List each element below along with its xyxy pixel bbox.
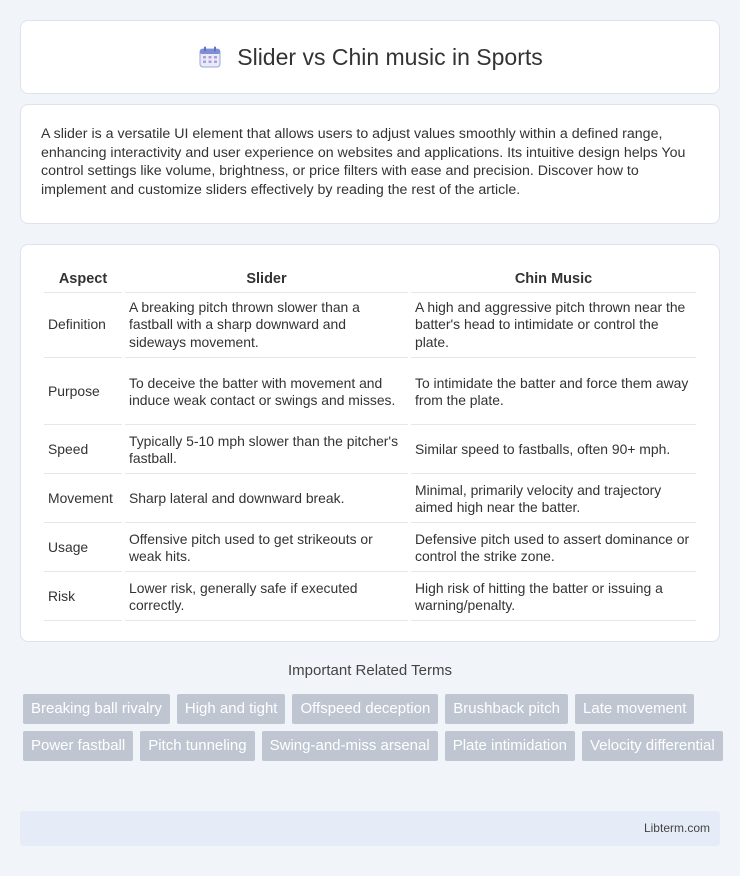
aspect-cell: Purpose	[44, 360, 122, 425]
chin-music-cell: High risk of hitting the batter or issuing a warning/penalty.	[411, 574, 696, 621]
comparison-table	[41, 265, 699, 623]
related-term-tag[interactable]: Power fastball	[23, 731, 133, 761]
chin-music-cell: Minimal, primarily velocity and trajectory aimed high near the batter.	[411, 476, 696, 523]
table-row	[44, 292, 696, 358]
slider-cell: Sharp lateral and downward break.	[125, 476, 408, 523]
aspect-cell: Usage	[44, 525, 122, 572]
slider-cell: Typically 5-10 mph slower than the pitcher's fastball.	[125, 427, 408, 474]
related-term-tag[interactable]: Velocity differential	[582, 731, 723, 761]
slider-cell: A breaking pitch thrown slower than a fastball with a sharp downward and sideways movement.	[125, 292, 408, 358]
related-term-tag[interactable]: Plate intimidation	[445, 731, 575, 761]
chin-music-cell: A high and aggressive pitch thrown near the batter's head to intimidate or control the plate.	[411, 292, 696, 358]
table-row	[44, 574, 696, 621]
footer	[20, 811, 720, 846]
related-term-tag[interactable]: Offspeed deception	[292, 694, 438, 724]
aspect-cell: Definition	[44, 292, 122, 358]
comparison-card	[20, 244, 720, 642]
aspect-cell: Speed	[44, 427, 122, 474]
chin-music-cell: Defensive pitch used to assert dominance or control the strike zone.	[411, 525, 696, 572]
aspect-cell: Movement	[44, 476, 122, 523]
table-header-row	[44, 267, 696, 290]
column-header-aspect: Aspect	[58, 271, 108, 287]
header-card	[20, 20, 720, 94]
table-row	[44, 525, 696, 572]
table-row	[44, 360, 696, 425]
slider-cell: To deceive the batter with movement and induce weak contact or swings and misses.	[125, 360, 408, 425]
chin-music-cell: Similar speed to fastballs, often 90+ mph.	[411, 427, 696, 474]
slider-cell: Offensive pitch used to get strikeouts or weak hits.	[125, 525, 408, 572]
intro-text: A slider is a versatile UI element that allows users to adjust values smoothly within a defined range, enhancing interactivity and user experience on websites and applications. Its intuitive design helps You control settings like volume, brightness, or price filters with ease and precision. Discover how to implement and customize sliders effectively by reading the rest of the article.	[41, 126, 686, 198]
column-header-chin-music: Chin Music	[514, 271, 593, 287]
related-term-tag[interactable]: Pitch tunneling	[140, 731, 254, 761]
related-term-tag[interactable]: Late movement	[575, 694, 694, 724]
table-row	[44, 476, 696, 523]
related-term-tag[interactable]: High and tight	[177, 694, 286, 724]
column-header-slider: Slider	[246, 271, 287, 287]
intro-card	[20, 104, 720, 224]
related-terms-title: Important Related Terms	[288, 662, 452, 679]
related-term-tag[interactable]: Breaking ball rivalry	[23, 694, 170, 724]
page-title: Slider vs Chin music in Sports	[237, 43, 543, 70]
related-terms-list	[23, 694, 723, 761]
aspect-cell: Risk	[44, 574, 122, 621]
table-row	[44, 427, 696, 474]
related-term-tag[interactable]: Brushback pitch	[445, 694, 568, 724]
footer-site-link[interactable]: Libterm.com	[643, 821, 710, 835]
calendar-icon	[197, 44, 223, 70]
chin-music-cell: To intimidate the batter and force them away from the plate.	[411, 360, 696, 425]
related-term-tag[interactable]: Swing-and-miss arsenal	[262, 731, 438, 761]
slider-cell: Lower risk, generally safe if executed correctly.	[125, 574, 408, 621]
